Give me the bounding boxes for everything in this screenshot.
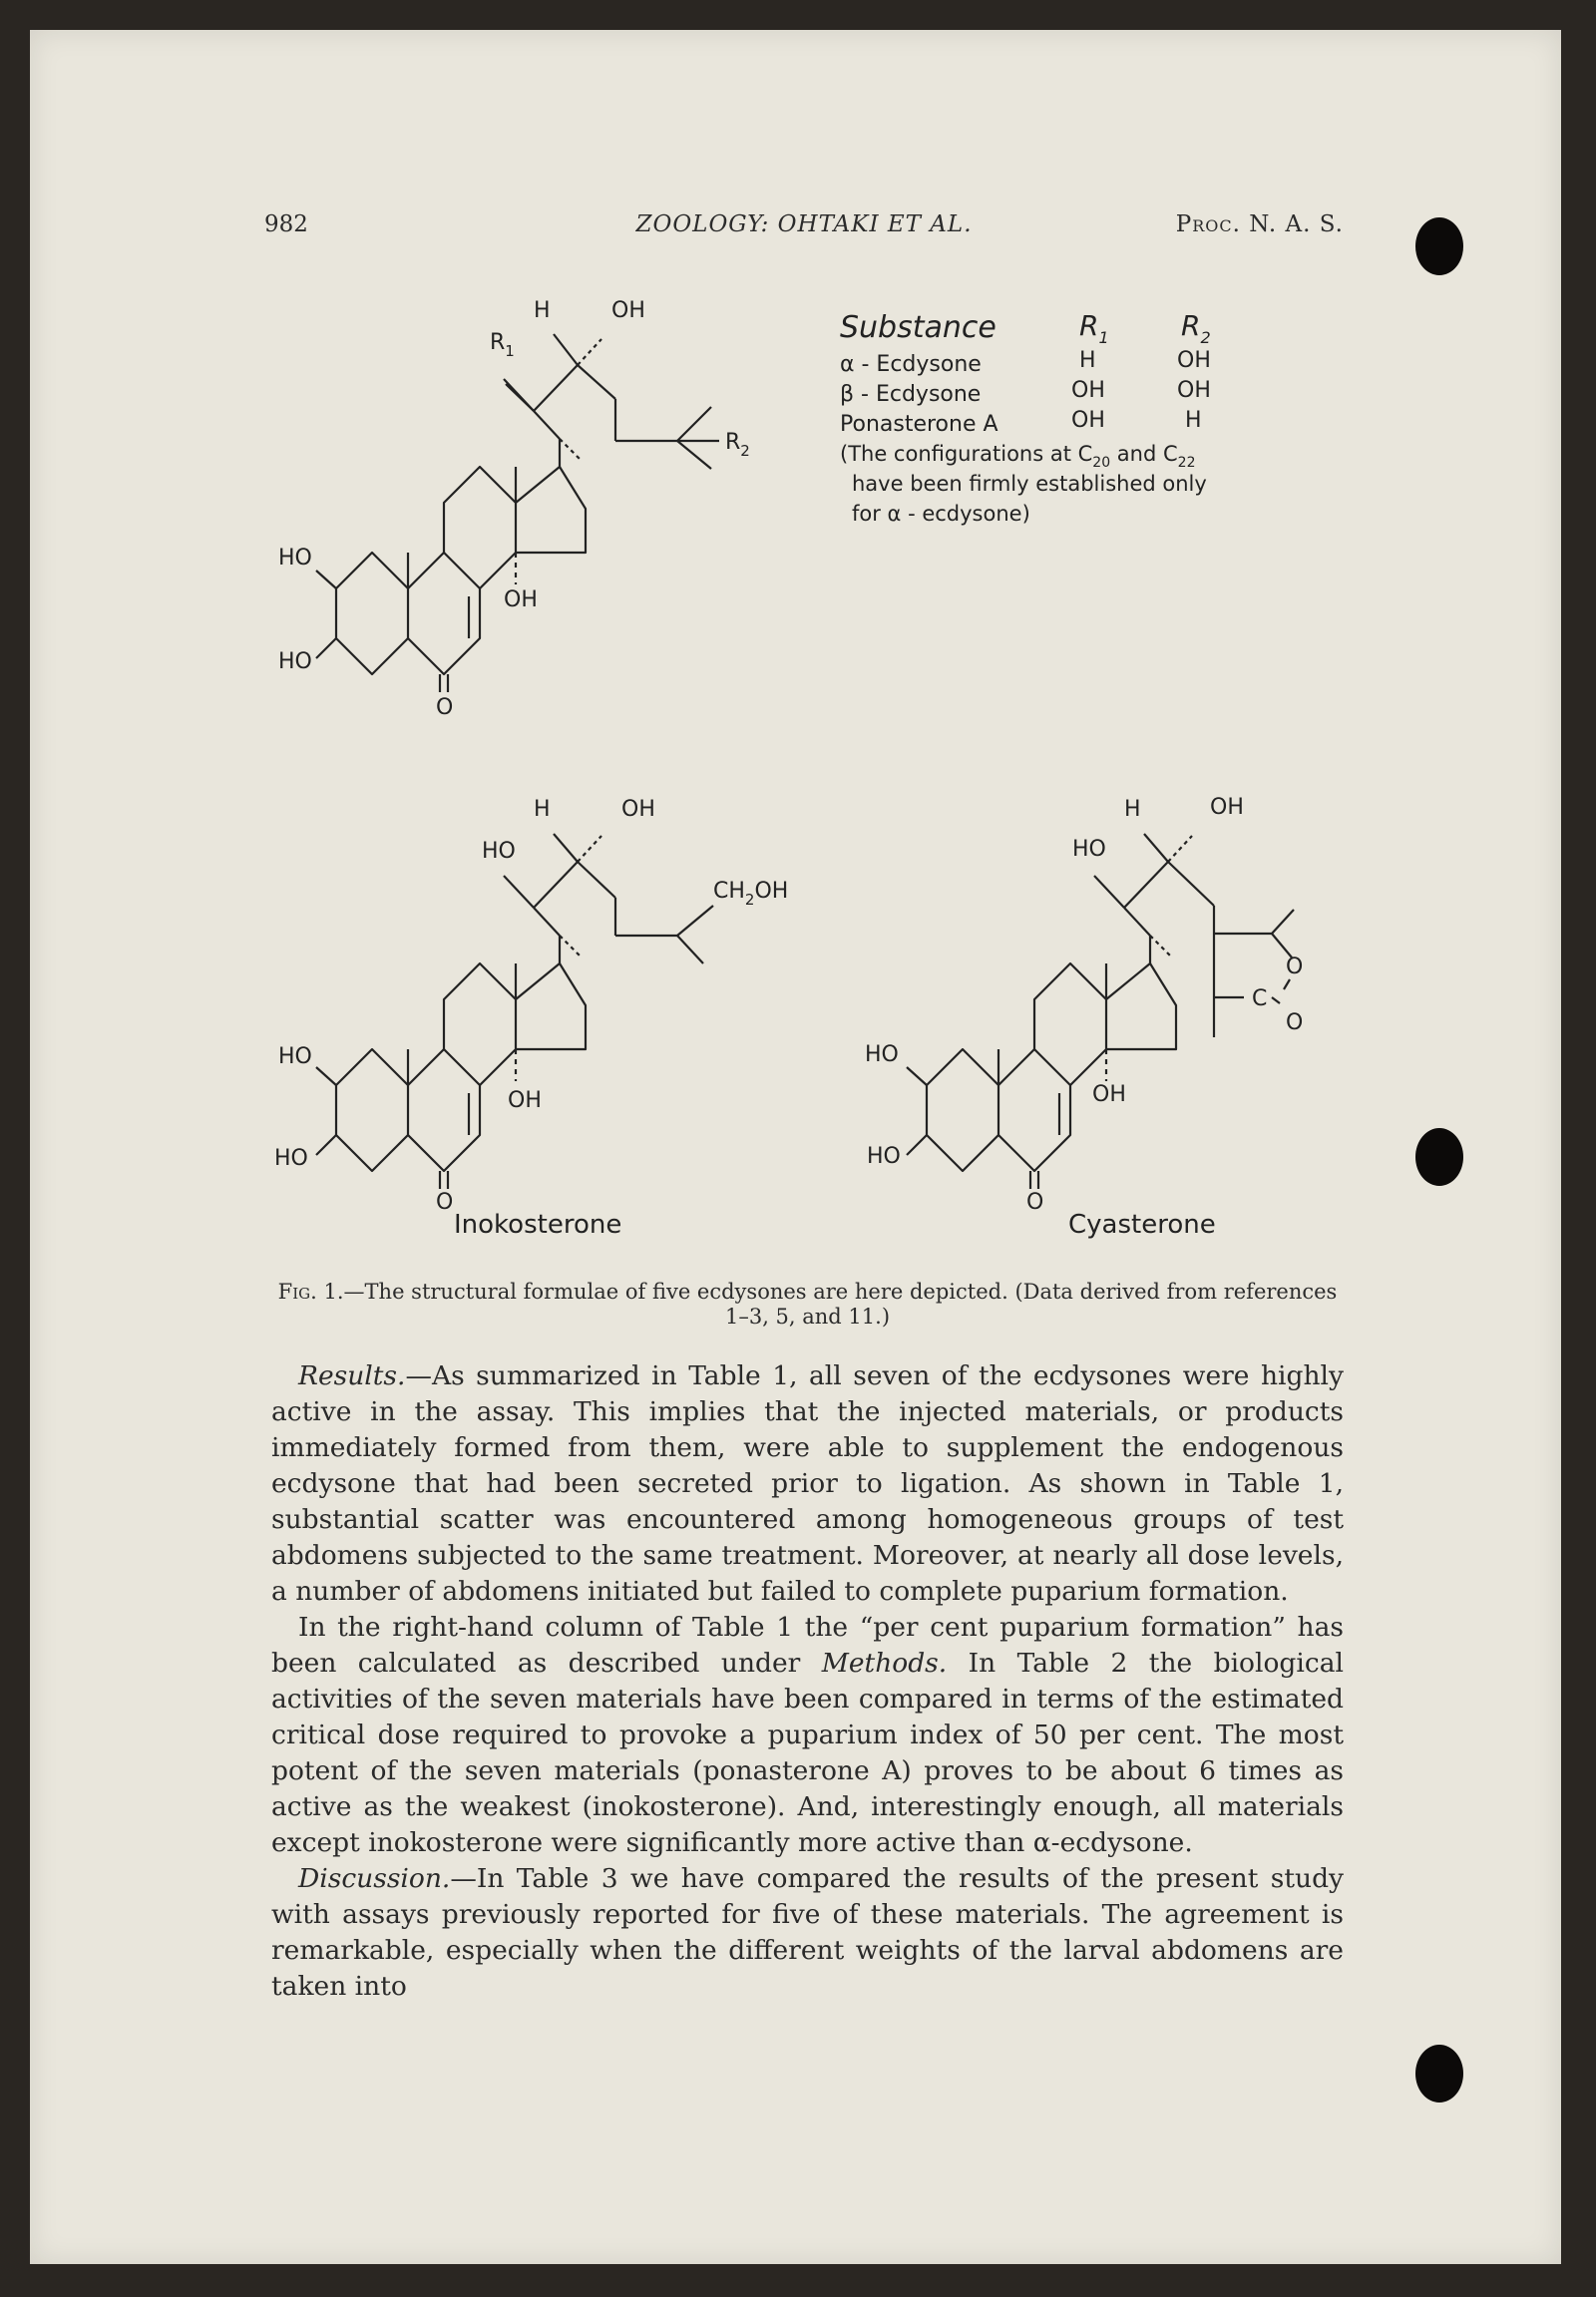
cya-ketone-o-label: O <box>1026 1190 1044 1215</box>
row-2-r2: OH <box>1177 378 1211 403</box>
paragraph-table-analysis: In the right-hand column of Table 1 the “per cent puparium formation” has been calculated as described under Methods. In Table 2 the biological activities of the seven materials have been compared in terms of the estimated critical dose required to provoke a puparium index of 50 per cent. The most potent of the seven materials (ponasterone A) proves to be about 6 times as active as the weakest (inokosterone). And, interestingly enough, all materials except inokosterone were significantly more active than α-ecdysone. <box>271 1612 1344 1858</box>
ino-ho-bottom-label: HO <box>274 1146 308 1171</box>
ino-oh-label: OH <box>621 797 655 822</box>
paragraph-discussion: Discussion.—In Table 3 we have compared the results of the present study with assays previously reported for five of these materials. The agreement is remarkable, especially when the different weights of the larval abdomens are taken into <box>271 1863 1344 2002</box>
results-heading: Results. <box>298 1360 406 1391</box>
row-1-r1: H <box>1079 348 1096 373</box>
binder-hole-bottom <box>1415 2045 1463 2103</box>
cya-ring-o-label: O <box>1286 955 1304 979</box>
substance-header: Substance <box>840 310 997 345</box>
row-2-name: β - Ecdysone <box>840 382 982 407</box>
ino-ho-side-label: HO <box>482 839 516 864</box>
main-r1-label: $R_1$ <box>490 330 515 360</box>
main-oh-14-label: OH <box>504 587 538 612</box>
article-body <box>271 1358 1344 2005</box>
cyasterone-structure <box>865 795 1303 1240</box>
caption-fig-label: Fig. 1. <box>277 1280 344 1304</box>
main-ho-bottom-label: HO <box>278 649 312 674</box>
table-note-line-1: (The configurations at $C_{20}$ and $C_{22}$ <box>840 442 1196 471</box>
discussion-heading: Discussion. <box>298 1863 451 1894</box>
row-1-name: α - Ecdysone <box>840 352 982 377</box>
inokosterone-structure <box>274 797 788 1240</box>
running-title: ZOOLOGY: OHTAKI ET AL. <box>635 211 973 237</box>
main-oh-label: OH <box>611 298 645 323</box>
cya-h-label: H <box>1124 797 1141 822</box>
cya-ring-c-label: C <box>1252 986 1268 1011</box>
page-number: 982 <box>264 211 308 237</box>
ino-ho-top-label: HO <box>278 1044 312 1069</box>
cya-oh-label: OH <box>1210 795 1244 820</box>
journal-name: Proc. N. A. S. <box>1175 211 1344 237</box>
row-1-r2: OH <box>1177 348 1211 373</box>
r2-header: $R_2$ <box>1181 309 1211 347</box>
cya-ho-side-label: HO <box>1072 837 1106 862</box>
substance-table <box>840 309 1211 526</box>
table-note-line-3: for α - ecdysone) <box>852 502 1030 526</box>
r1-header: $R_1$ <box>1079 309 1109 347</box>
row-3-name: Ponasterone A <box>840 412 998 437</box>
row-3-r2: H <box>1185 408 1202 433</box>
cya-ho-top-label: HO <box>865 1042 899 1067</box>
main-ho-top-label: HO <box>278 546 312 571</box>
ino-h-label: H <box>534 797 551 822</box>
cyasterone-name: Cyasterone <box>1068 1210 1216 1240</box>
ino-ketone-o-label: O <box>436 1190 454 1215</box>
main-ecdysone-structure <box>278 298 750 720</box>
row-3-r1: OH <box>1071 408 1105 433</box>
cya-ho-bottom-label: HO <box>867 1144 901 1169</box>
inokosterone-name: Inokosterone <box>454 1210 622 1240</box>
figure-caption <box>271 1280 1344 1330</box>
main-ketone-o-label: O <box>436 695 454 720</box>
table-note-line-2: have been firmly established only <box>852 472 1207 496</box>
cya-oh-14-label: OH <box>1092 1082 1126 1107</box>
main-r2-label: $R_2$ <box>725 430 750 460</box>
ino-ch2oh-label: $CH_2OH$ <box>713 879 789 909</box>
caption-text: —The structural formulae of five ecdysones are here depicted. (Data derived from references 1–3, 5, and 11.) <box>343 1280 1338 1329</box>
paragraph-results: Results.—As summarized in Table 1, all seven of the ecdysones were highly active in the assay. This implies that the injected materials, or products immediately formed from them, were able to supplement the endogenous ecdysone that had been secreted prior to ligation. As shown in Table 1, substantial scatter was encountered among homogeneous groups of test abdomens subjected to the same treatment. Moreover, at nearly all dose levels, a number of abdomens initiated but failed to complete puparium formation. <box>271 1360 1344 1607</box>
main-h-label: H <box>534 298 551 323</box>
ino-oh-14-label: OH <box>508 1088 542 1113</box>
row-2-r1: OH <box>1071 378 1105 403</box>
cya-carbonyl-o-label: O <box>1286 1010 1304 1035</box>
